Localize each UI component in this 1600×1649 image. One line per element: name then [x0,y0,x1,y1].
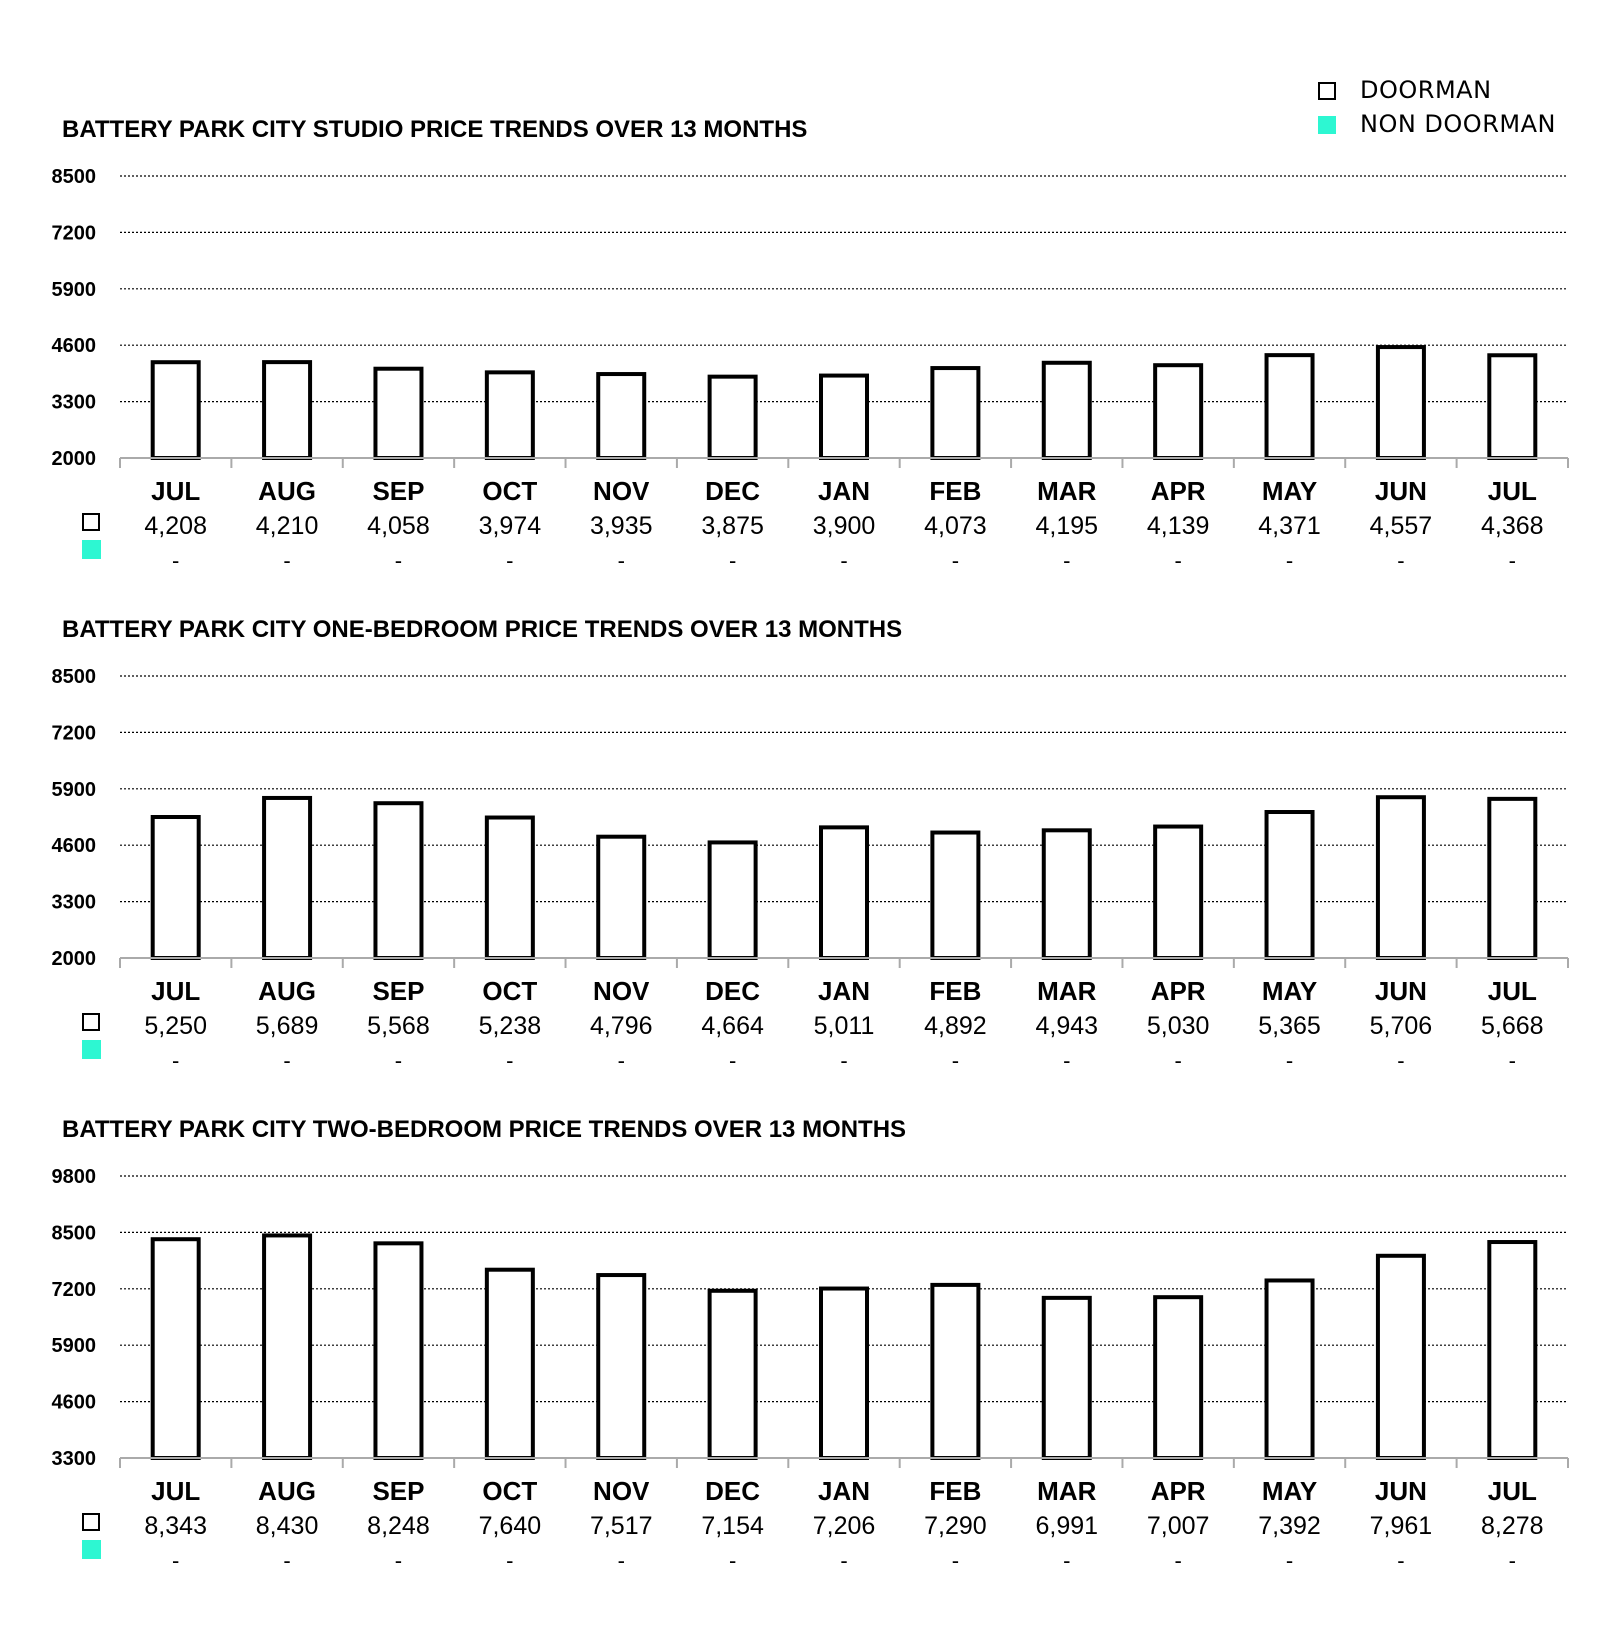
data-label-doorman: 5,668 [1481,1012,1544,1040]
studio-chart [0,116,1600,596]
y-tick-label: 7200 [51,722,96,745]
x-tick-label: FEB [929,476,982,506]
x-tick-label: AUG [258,976,316,1006]
data-label-non-doorman: - [840,548,848,573]
data-label-doorman: 3,875 [701,512,764,540]
chart-title: BATTERY PARK CITY STUDIO PRICE TRENDS OVER 13 MONTHS [62,116,808,143]
data-label-non-doorman: - [172,1048,180,1073]
x-tick-label: NOV [593,476,650,506]
x-tick-label: MAY [1261,976,1318,1006]
data-label-non-doorman: - [283,548,291,573]
one-bedroom-chart [0,616,1600,1096]
bar-doorman [821,827,867,958]
data-label-doorman: 5,011 [813,1012,875,1040]
x-tick-label: JUN [1374,476,1427,506]
data-label-doorman: 7,517 [589,1512,653,1540]
data-label-doorman: 7,290 [924,1512,987,1540]
data-label-non-doorman: - [1397,1548,1405,1573]
y-tick-label: 5900 [51,1335,96,1358]
data-label-doorman: 4,943 [1035,1012,1099,1040]
bar-doorman [487,818,533,958]
x-tick-label: MAY [1261,476,1318,506]
bar-doorman [264,1235,310,1458]
x-tick-label: JUN [1374,976,1427,1006]
y-tick-label: 8500 [51,1222,96,1245]
data-label-doorman: 5,250 [144,1012,207,1040]
x-tick-label: JUN [1374,1476,1427,1506]
bar-doorman [598,374,644,458]
x-tick-label: SEP [372,976,425,1006]
data-label-non-doorman: - [283,1548,291,1573]
x-tick-label: APR [1150,476,1206,506]
data-label-non-doorman: - [617,548,625,573]
y-tick-label: 4600 [51,1391,96,1414]
x-tick-label: JUL [1487,1476,1537,1506]
x-tick-label: JUL [151,1476,201,1506]
teal-square-icon [82,1040,101,1059]
bar-doorman [1378,1256,1424,1458]
data-label-doorman: 5,365 [1258,1012,1321,1040]
x-tick-label: OCT [482,476,538,506]
data-label-doorman: 5,568 [367,1012,430,1040]
bar-doorman [710,842,756,958]
one-bedroom-chart-svg [0,616,1600,1096]
outline-square-icon [83,1014,99,1030]
bar-doorman [1155,365,1201,458]
outline-square-icon [83,1514,99,1530]
data-label-non-doorman: - [1397,1048,1405,1073]
bar-doorman [375,1243,421,1458]
bar-doorman [821,1289,867,1458]
data-label-doorman: 7,392 [1258,1512,1321,1540]
data-label-non-doorman: - [1508,1048,1516,1073]
bar-doorman [264,362,310,458]
data-label-doorman: 3,974 [478,512,542,540]
two-bedroom-chart-svg [0,1116,1600,1596]
y-tick-label: 3300 [51,891,96,914]
bar-doorman [1267,1280,1313,1458]
data-label-non-doorman: - [506,1548,514,1573]
data-label-non-doorman: - [728,1548,737,1573]
x-tick-label: FEB [929,976,982,1006]
two-bedroom-chart [0,1116,1600,1596]
y-tick-label: 2000 [51,448,96,470]
bar-doorman [932,1285,978,1458]
data-label-doorman: 4,073 [924,512,987,540]
bar-doorman [1489,1242,1535,1458]
data-label-non-doorman: - [1508,1548,1516,1573]
data-label-non-doorman: - [617,1548,625,1573]
teal-square-icon [82,1540,101,1559]
data-label-doorman: 8,430 [255,1512,319,1540]
data-label-non-doorman: - [172,1548,180,1573]
x-tick-label: NOV [593,976,650,1006]
data-label-non-doorman: - [728,548,737,573]
bar-doorman [1044,363,1090,458]
data-label-non-doorman: - [951,1048,960,1073]
bar-doorman [153,362,199,458]
bar-doorman [1378,347,1424,458]
chart-title: BATTERY PARK CITY ONE-BEDROOM PRICE TRENDS OVER 13 MONTHS [62,616,903,643]
x-tick-label: AUG [258,476,316,506]
bar-doorman [487,1270,533,1458]
data-label-doorman: 5,706 [1369,1012,1433,1040]
x-tick-label: DEC [705,476,761,506]
data-label-non-doorman: - [394,1548,403,1573]
x-tick-label: MAR [1037,1476,1097,1506]
data-label-doorman: 4,210 [255,512,319,540]
bar-doorman [598,1275,644,1458]
y-tick-label: 2000 [51,948,96,970]
data-label-non-doorman: - [840,1548,848,1573]
data-label-non-doorman: - [1285,1048,1294,1073]
data-label-non-doorman: - [1063,1048,1071,1073]
x-tick-label: JUL [151,976,201,1006]
bar-doorman [710,1291,756,1458]
data-label-non-doorman: - [1174,548,1182,573]
data-label-doorman: 4,195 [1035,512,1099,540]
bar-doorman [932,833,978,958]
data-label-doorman: 4,139 [1146,512,1210,540]
x-tick-label: JAN [817,476,871,506]
y-tick-label: 7200 [51,222,96,245]
y-tick-label: 8500 [51,166,96,188]
y-tick-label: 7200 [51,1278,96,1301]
legend-label-doorman: DOORMAN [1360,76,1492,104]
x-tick-label: MAR [1037,476,1097,506]
data-label-doorman: 4,892 [924,1012,987,1040]
data-label-non-doorman: - [1063,548,1071,573]
data-label-doorman: 7,154 [701,1512,764,1540]
y-tick-label: 8500 [51,666,96,688]
x-tick-label: OCT [482,976,538,1006]
data-label-doorman: 4,368 [1481,512,1544,540]
data-label-doorman: 7,007 [1146,1512,1210,1540]
data-label-doorman: 8,248 [367,1512,430,1540]
teal-square-icon [82,540,101,559]
bar-doorman [710,377,756,458]
data-label-non-doorman: - [1285,1548,1294,1573]
data-label-doorman: 5,030 [1146,1012,1210,1040]
bar-doorman [821,376,867,458]
outline-square-icon [1318,82,1336,100]
data-label-non-doorman: - [394,1048,403,1073]
data-label-non-doorman: - [951,1548,960,1573]
data-label-doorman: 4,371 [1258,512,1321,540]
x-tick-label: MAY [1261,1476,1318,1506]
data-label-non-doorman: - [394,548,403,573]
data-label-doorman: 4,664 [701,1012,764,1040]
data-label-doorman: 5,689 [255,1012,319,1040]
data-label-non-doorman: - [506,1048,514,1073]
bar-doorman [932,368,978,458]
data-label-non-doorman: - [1508,548,1516,573]
x-tick-label: AUG [258,1476,316,1506]
data-label-doorman: 7,206 [812,1512,876,1540]
data-label-doorman: 4,557 [1369,512,1433,540]
data-label-doorman: 8,343 [144,1512,207,1540]
y-tick-label: 3300 [51,1448,96,1470]
data-label-non-doorman: - [283,1048,291,1073]
bar-doorman [487,372,533,458]
bar-doorman [375,369,421,458]
x-tick-label: FEB [929,1476,982,1506]
y-tick-label: 9800 [51,1166,96,1188]
bar-doorman [153,817,199,958]
data-label-non-doorman: - [728,1048,737,1073]
bar-doorman [1489,799,1535,958]
y-tick-label: 5900 [51,278,96,301]
y-tick-label: 5900 [51,778,96,801]
x-tick-label: SEP [372,476,425,506]
data-label-doorman: 4,796 [589,1012,653,1040]
data-label-doorman: 5,238 [478,1012,542,1040]
data-label-doorman: 4,208 [144,512,207,540]
bar-doorman [1267,355,1313,458]
bar-doorman [1044,830,1090,958]
data-label-non-doorman: - [951,548,960,573]
x-tick-label: APR [1150,976,1206,1006]
data-label-doorman: 7,961 [1369,1512,1433,1540]
data-label-non-doorman: - [617,1048,625,1073]
bar-doorman [1267,812,1313,958]
data-label-doorman: 4,058 [367,512,430,540]
y-tick-label: 3300 [51,391,96,414]
chart-title: BATTERY PARK CITY TWO-BEDROOM PRICE TRENDS OVER 13 MONTHS [62,1116,907,1143]
data-label-non-doorman: - [506,548,514,573]
x-tick-label: DEC [705,976,761,1006]
bar-doorman [1489,355,1535,458]
x-tick-label: APR [1150,1476,1206,1506]
data-label-non-doorman: - [172,548,180,573]
bar-doorman [1155,1297,1201,1458]
bar-doorman [375,803,421,958]
data-label-non-doorman: - [840,1048,848,1073]
data-label-doorman: 6,991 [1035,1512,1099,1540]
y-tick-label: 4600 [51,335,96,358]
data-label-non-doorman: - [1397,548,1405,573]
x-tick-label: NOV [593,1476,650,1506]
outline-square-icon [83,514,99,530]
bar-doorman [264,798,310,958]
bar-doorman [1044,1298,1090,1458]
data-label-non-doorman: - [1285,548,1294,573]
x-tick-label: JAN [817,976,871,1006]
data-label-non-doorman: - [1174,1548,1182,1573]
x-tick-label: DEC [705,1476,761,1506]
x-tick-label: JAN [817,1476,871,1506]
studio-chart-svg [0,116,1600,596]
data-label-non-doorman: - [1174,1048,1182,1073]
x-tick-label: OCT [482,1476,538,1506]
x-tick-label: JUL [151,476,201,506]
bar-doorman [1378,797,1424,958]
data-label-doorman: 3,900 [812,512,876,540]
x-tick-label: SEP [372,1476,425,1506]
x-tick-label: JUL [1487,976,1537,1006]
data-label-doorman: 3,935 [589,512,653,540]
legend-label-non-doorman: NON DOORMAN [1360,110,1556,138]
bar-doorman [1155,827,1201,958]
bar-doorman [598,837,644,958]
bar-doorman [153,1239,199,1458]
data-label-doorman: 7,640 [478,1512,542,1540]
data-label-non-doorman: - [1063,1548,1071,1573]
x-tick-label: MAR [1037,976,1097,1006]
y-tick-label: 4600 [51,835,96,858]
data-label-doorman: 8,278 [1481,1512,1544,1540]
x-tick-label: JUL [1487,476,1537,506]
